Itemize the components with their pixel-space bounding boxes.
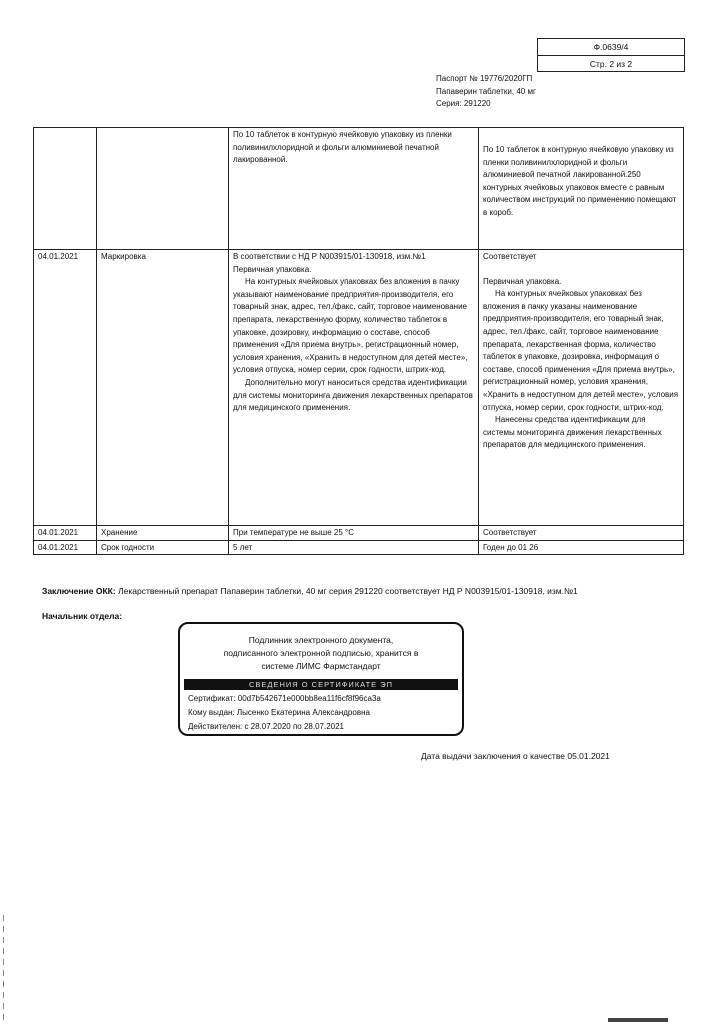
marking-req-line: На контурных ячейковых упаковках без вложения в пачку указывают наименование предприятия-производителя, его товарный знак, адрес, тел./факс, сайт, торговое наименование препарата, лекарственную форму, количество таблеток в упаковке, дозировку, информацию о составе, способ применения «Для приема внутрь», регистрационный номер, условия хранения, «Хранить в недоступном для детей месте», условия отпуска, номер серии, срок годности, штрих-код. — [233, 277, 468, 375]
certificate-validity: Действителен: с 28.07.2020 по 28.07.2021 — [188, 722, 344, 731]
date-cell — [34, 128, 97, 250]
qc-conclusion — [42, 584, 662, 598]
passport-number: Паспорт № 19776/2020ГП — [436, 74, 533, 83]
date-cell: 04.01.2021 — [34, 540, 97, 555]
indicator-cell — [97, 128, 229, 250]
table-row — [34, 540, 684, 555]
requirement-cell — [229, 250, 479, 526]
certificate-info-bar: СВЕДЕНИЯ О СЕРТИФИКАТЕ ЭП — [184, 679, 458, 690]
table-row — [34, 250, 684, 526]
series-number: Серия: 291220 — [436, 99, 491, 108]
form-code-box — [537, 38, 685, 72]
indicator-cell: Хранение — [97, 526, 229, 541]
marking-res-line: На контурных ячейковых упаковках без вложения в пачку указаны наименование предприятия-производителя, его товарный знак, адрес, тел./факс, сайт, торговое наименование препарата, лекарственная форма, количество таблеток в упаковке, дозировка, информация о составе, способ применения «Для приема внутрь», регистрационный номер, условия хранения, «Хранить в недоступном для детей месте», условия отпуска, номер серии, срок годности, штрих-код. — [483, 289, 679, 412]
indicator-cell: Срок годности — [97, 540, 229, 555]
marking-res-line: Первичная упаковка. — [483, 276, 562, 286]
conclusion-label: Заключение ОКК: — [42, 586, 116, 596]
marking-req-line: Дополнительно могут наноситься средства идентификации для системы мониторинга движения лекарственных препаратов для медицинского применения. — [233, 377, 473, 413]
stamp-title-line: подписанного электронной подписью, хранится в — [223, 648, 419, 658]
stamp-title — [180, 634, 462, 673]
certificate-issued-to: Кому выдан: Лысенко Екатерина Александровна — [188, 708, 370, 717]
page-number: Стр. 2 из 2 — [589, 59, 633, 69]
quality-table — [33, 127, 684, 555]
requirement-cell: 5 лет — [229, 540, 479, 555]
form-code: Ф.0639/4 — [538, 39, 684, 56]
issue-date: Дата выдачи заключения о качестве 05.01.2021 — [421, 751, 610, 761]
scan-margin-mark — [3, 915, 4, 1020]
table-row — [34, 128, 684, 250]
electronic-signature-stamp — [178, 622, 464, 736]
marking-req-line: Первичная упаковка. — [233, 264, 312, 274]
packaging-result: По 10 таблеток в контурную ячейковую упаковку из пленки поливинилхлоридной и фольги алюминиевой печатной лакированной.250 контурных ячейковых упаковок вместе с равным количеством инструкций по применению помещают в короб. — [483, 145, 677, 217]
date-cell: 04.01.2021 — [34, 526, 97, 541]
marking-res-line: Соответствует — [483, 252, 537, 261]
requirement-cell: По 10 таблеток в контурную ячейковую упаковку из пленки поливинилхлоридной и фольги алюминиевой печатной лакированной. — [229, 128, 479, 250]
product-name: Папаверин таблетки, 40 мг — [436, 86, 536, 96]
stamp-title-line: системе ЛИМС Фармстандарт — [261, 661, 381, 671]
marking-req-line: В соответствии с НД Р N003915/01-130918, изм.№1 — [233, 252, 426, 261]
result-cell — [479, 128, 684, 250]
passport-header — [436, 73, 536, 111]
certificate-id: Сертификат: 00d7b542671e000bb8ea11f6cf8f96ca3a — [188, 694, 381, 703]
table-row — [34, 526, 684, 541]
date-cell: 04.01.2021 — [34, 250, 97, 526]
indicator-cell: Маркировка — [97, 250, 229, 526]
result-cell: Соответствует — [479, 526, 684, 541]
scan-edge-mark — [608, 1018, 668, 1022]
conclusion-text: Лекарственный препарат Папаверин таблетки, 40 мг серия 291220 соответствует НД Р N003915/01-130918, изм.№1 — [118, 586, 578, 596]
result-cell — [479, 250, 684, 526]
marking-res-line: Нанесены средства идентификации для системы мониторинга движения лекарственных препаратов для медицинского применения. — [483, 415, 662, 450]
result-cell: Годен до 01 26 — [479, 540, 684, 555]
head-of-department-label: Начальник отдела: — [42, 611, 123, 621]
requirement-cell: При температуре не выше 25 °С — [229, 526, 479, 541]
stamp-title-line: Подлинник электронного документа, — [248, 635, 394, 645]
